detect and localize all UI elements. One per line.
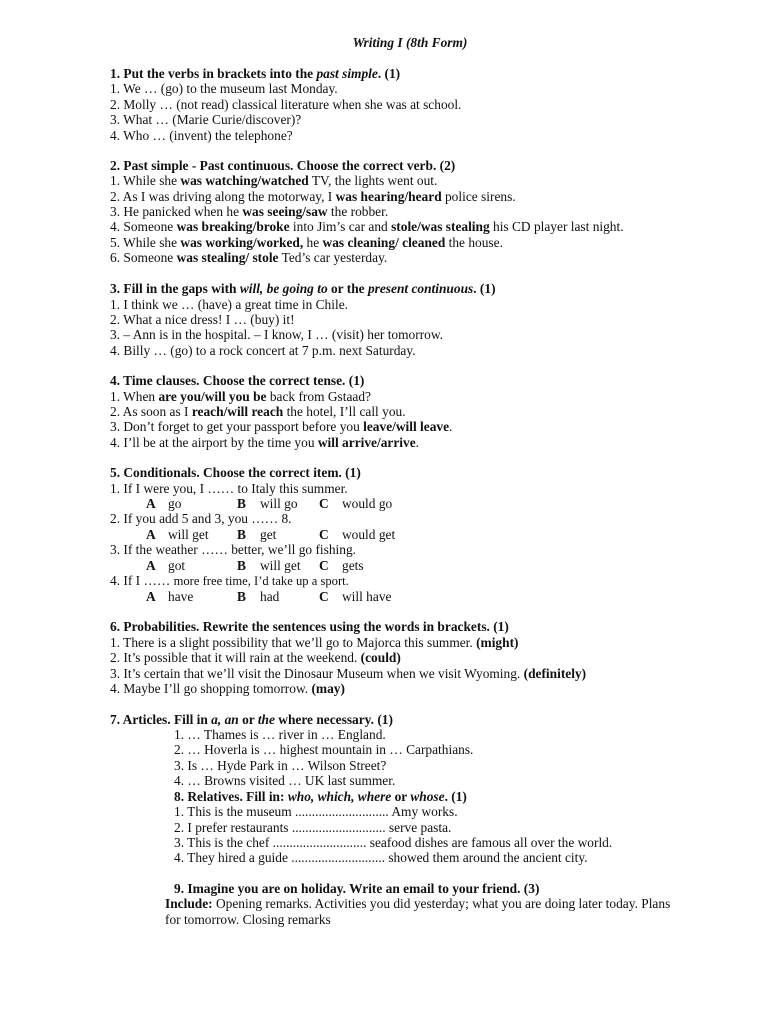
option-c — [319, 527, 329, 542]
item-text: 6. Someone — [110, 250, 177, 265]
section-2-item — [110, 204, 388, 219]
option-b — [237, 589, 246, 604]
section-2-item — [110, 189, 516, 204]
item-text: police sirens. — [441, 189, 516, 204]
section-7-heading — [110, 712, 393, 727]
section-3-heading — [110, 281, 496, 296]
item-text: 3. He panicked when he — [110, 204, 243, 219]
option-b — [237, 496, 246, 511]
item-text: 1. While she — [110, 173, 181, 188]
heading-italic: a, an — [211, 712, 239, 727]
question-text: more free time, I’d take up a sport. — [173, 574, 349, 588]
option-letter: C — [319, 558, 329, 573]
section-2-heading: 2. Past simple - Past continuous. Choose the correct verb. (2) — [110, 158, 456, 173]
section-6-item — [110, 666, 586, 681]
option-b-text: will get — [260, 558, 301, 573]
section-6-heading: 6. Probabilities. Rewrite the sentences using the words in brackets. (1) — [110, 619, 509, 634]
option-letter: A — [146, 496, 156, 511]
item-text: back from Gstaad? — [266, 389, 371, 404]
option-a — [146, 558, 156, 573]
option-c-text: gets — [342, 558, 364, 573]
section-1-heading-tense: past simple — [316, 66, 378, 81]
section-4-item — [110, 404, 406, 419]
section-7-item: 4. … Browns visited … UK last summer. — [174, 773, 396, 788]
heading-part: 8. Relatives. Fill in: — [174, 789, 288, 804]
section-8-heading — [174, 789, 467, 804]
section-8-item: 3. This is the chef ............................ seafood dishes are famous all over the world. — [174, 835, 613, 850]
item-choice: was cleaning/ cleaned — [322, 235, 446, 250]
option-b-text: will go — [260, 496, 298, 511]
section-1-item: 3. What … (Marie Curie/discover)? — [110, 112, 302, 127]
item-choice: was seeing/saw — [242, 204, 328, 219]
item-choice: are you/will you be — [158, 389, 267, 404]
include-text: Opening remarks. Activities you did yesterday; what you are doing later today. Plans — [212, 896, 671, 911]
section-1-heading-points: . (1) — [377, 66, 401, 81]
item-choice: leave/will leave — [363, 419, 450, 434]
option-letter: B — [237, 589, 246, 604]
item-choice: stole/was stealing — [391, 219, 490, 234]
section-8-item: 4. They hired a guide ............................ showed them around the ancient city. — [174, 850, 588, 865]
heading-part: 7. Articles. Fill in — [110, 712, 212, 727]
option-c — [319, 558, 329, 573]
option-b-text: had — [260, 589, 280, 604]
option-b — [237, 558, 246, 573]
heading-italic: present continuous — [367, 281, 474, 296]
item-text: 5. While she — [110, 235, 181, 250]
option-a — [146, 589, 156, 604]
item-keyword: (might) — [476, 635, 519, 650]
section-7-item: 1. … Thames is … river in … England. — [174, 727, 386, 742]
item-keyword: (could) — [360, 650, 401, 665]
item-text: into Jim’s car and — [289, 219, 392, 234]
section-6-item — [110, 681, 345, 696]
section-1-item: 2. Molly … (not read) classical literature when she was at school. — [110, 97, 462, 112]
section-9-include — [165, 896, 670, 911]
option-letter: B — [237, 496, 246, 511]
section-5-heading: 5. Conditionals. Choose the correct item. (1) — [110, 465, 361, 480]
option-letter: A — [146, 558, 156, 573]
option-b-text: get — [260, 527, 277, 542]
item-text: Ted’s car yesterday. — [278, 250, 388, 265]
item-text: . — [415, 435, 420, 450]
option-c-text: would get — [342, 527, 396, 542]
option-a-text: have — [168, 589, 194, 604]
section-8-item: 1. This is the museum ............................ Amy works. — [174, 804, 458, 819]
option-letter: C — [319, 496, 329, 511]
heading-italic: who, which, where — [287, 789, 392, 804]
option-a-text: got — [168, 558, 186, 573]
option-a-text: go — [168, 496, 182, 511]
item-text: 2. As soon as I — [110, 404, 192, 419]
item-text: the hotel, I’ll call you. — [283, 404, 406, 419]
item-text: TV, the lights went out. — [308, 173, 438, 188]
answer-options — [0, 589, 768, 604]
section-1-item: 1. We … (go) to the museum last Monday. — [110, 81, 338, 96]
heading-italic: will, be going to — [239, 281, 328, 296]
section-5-question: 3. If the weather …… better, we’ll go fishing. — [110, 542, 357, 557]
option-c — [319, 496, 329, 511]
item-text: the robber. — [327, 204, 389, 219]
item-text: 2. It’s possible that it will rain at the weekend. — [110, 650, 361, 665]
answer-options — [0, 527, 768, 542]
item-text: . — [449, 419, 453, 434]
option-c-text: will have — [342, 589, 392, 604]
item-text: 4. Someone — [110, 219, 177, 234]
option-letter: A — [146, 589, 156, 604]
section-6-item — [110, 650, 401, 665]
option-letter: C — [319, 527, 329, 542]
option-a — [146, 496, 156, 511]
include-label: Include: — [165, 896, 213, 911]
option-letter: C — [319, 589, 329, 604]
item-choice: was stealing/ stole — [176, 250, 279, 265]
heading-part: 3. Fill in the gaps with — [110, 281, 240, 296]
option-letter: B — [237, 527, 246, 542]
section-4-item — [110, 419, 452, 434]
section-3-item: 1. I think we … (have) a great time in Chile. — [110, 297, 348, 312]
section-2-item — [110, 250, 387, 265]
item-text: 3. It’s certain that we’ll visit the Dinosaur Museum when we visit Wyoming. — [110, 666, 524, 681]
option-letter: A — [146, 527, 156, 542]
item-choice: was breaking/broke — [176, 219, 290, 234]
section-7-item: 3. Is … Hyde Park in … Wilson Street? — [174, 758, 387, 773]
section-4-item — [110, 435, 419, 450]
section-1-heading — [110, 66, 400, 81]
heading-part: . (1) — [444, 789, 467, 804]
section-2-item — [110, 173, 437, 188]
section-9-include-continued: for tomorrow. Closing remarks — [165, 912, 331, 927]
heading-part: or — [391, 789, 411, 804]
question-text: 4. If I …… — [110, 573, 174, 588]
item-text: 1. There is a slight possibility that we’ll go to Majorca this summer. — [110, 635, 477, 650]
option-c — [319, 589, 329, 604]
item-text: 2. As I was driving along the motorway, I — [110, 189, 336, 204]
option-letter: B — [237, 558, 246, 573]
section-5-question: 1. If I were you, I …… to Italy this summer. — [110, 481, 348, 496]
item-text: 3. Don’t forget to get your passport before you — [110, 419, 364, 434]
heading-part: or — [238, 712, 258, 727]
item-text: 4. I’ll be at the airport by the time you — [110, 435, 318, 450]
section-6-item — [110, 635, 519, 650]
item-text: 4. Maybe I’ll go shopping tomorrow. — [110, 681, 312, 696]
section-9-heading: 9. Imagine you are on holiday. Write an email to your friend. (3) — [174, 881, 540, 896]
item-keyword: (definitely) — [523, 666, 587, 681]
heading-italic: whose — [410, 789, 445, 804]
item-text: 1. When — [110, 389, 159, 404]
item-text: he — [303, 235, 323, 250]
section-2-item — [110, 235, 503, 250]
option-a — [146, 527, 156, 542]
item-text: the house. — [445, 235, 503, 250]
section-1-heading-part: 1. Put the verbs in brackets into the — [110, 66, 317, 81]
heading-part: or the — [327, 281, 368, 296]
section-7-item: 2. … Hoverla is … highest mountain in … Carpathians. — [174, 742, 474, 757]
item-text: his CD player last night. — [489, 219, 624, 234]
section-2-item — [110, 219, 624, 234]
section-4-item — [110, 389, 371, 404]
section-4-heading: 4. Time clauses. Choose the correct tense. (1) — [110, 373, 365, 388]
item-choice: will arrive/arrive — [317, 435, 416, 450]
section-3-item: 4. Billy … (go) to a rock concert at 7 p.m. next Saturday. — [110, 343, 416, 358]
item-choice: was hearing/heard — [335, 189, 442, 204]
answer-options — [0, 558, 768, 573]
heading-part: where necessary. (1) — [274, 712, 393, 727]
option-c-text: would go — [342, 496, 393, 511]
section-8-item: 2. I prefer restaurants ............................ serve pasta. — [174, 820, 452, 835]
item-choice: was working/worked, — [180, 235, 304, 250]
section-1-item: 4. Who … (invent) the telephone? — [110, 128, 293, 143]
item-keyword: (may) — [311, 681, 345, 696]
heading-part: . (1) — [473, 281, 496, 296]
section-3-item: 2. What a nice dress! I … (buy) it! — [110, 312, 295, 327]
answer-options — [0, 496, 768, 511]
section-5-question — [110, 573, 349, 589]
item-choice: reach/will reach — [191, 404, 284, 419]
section-3-item: 3. – Ann is in the hospital. – I know, I … (visit) her tomorrow. — [110, 327, 443, 342]
section-5-question: 2. If you add 5 and 3, you …… 8. — [110, 511, 292, 526]
option-a-text: will get — [168, 527, 209, 542]
item-choice: was watching/watched — [180, 173, 309, 188]
option-b — [237, 527, 246, 542]
page-title: Writing I (8th Form) — [352, 35, 468, 50]
heading-italic: the — [257, 712, 275, 727]
